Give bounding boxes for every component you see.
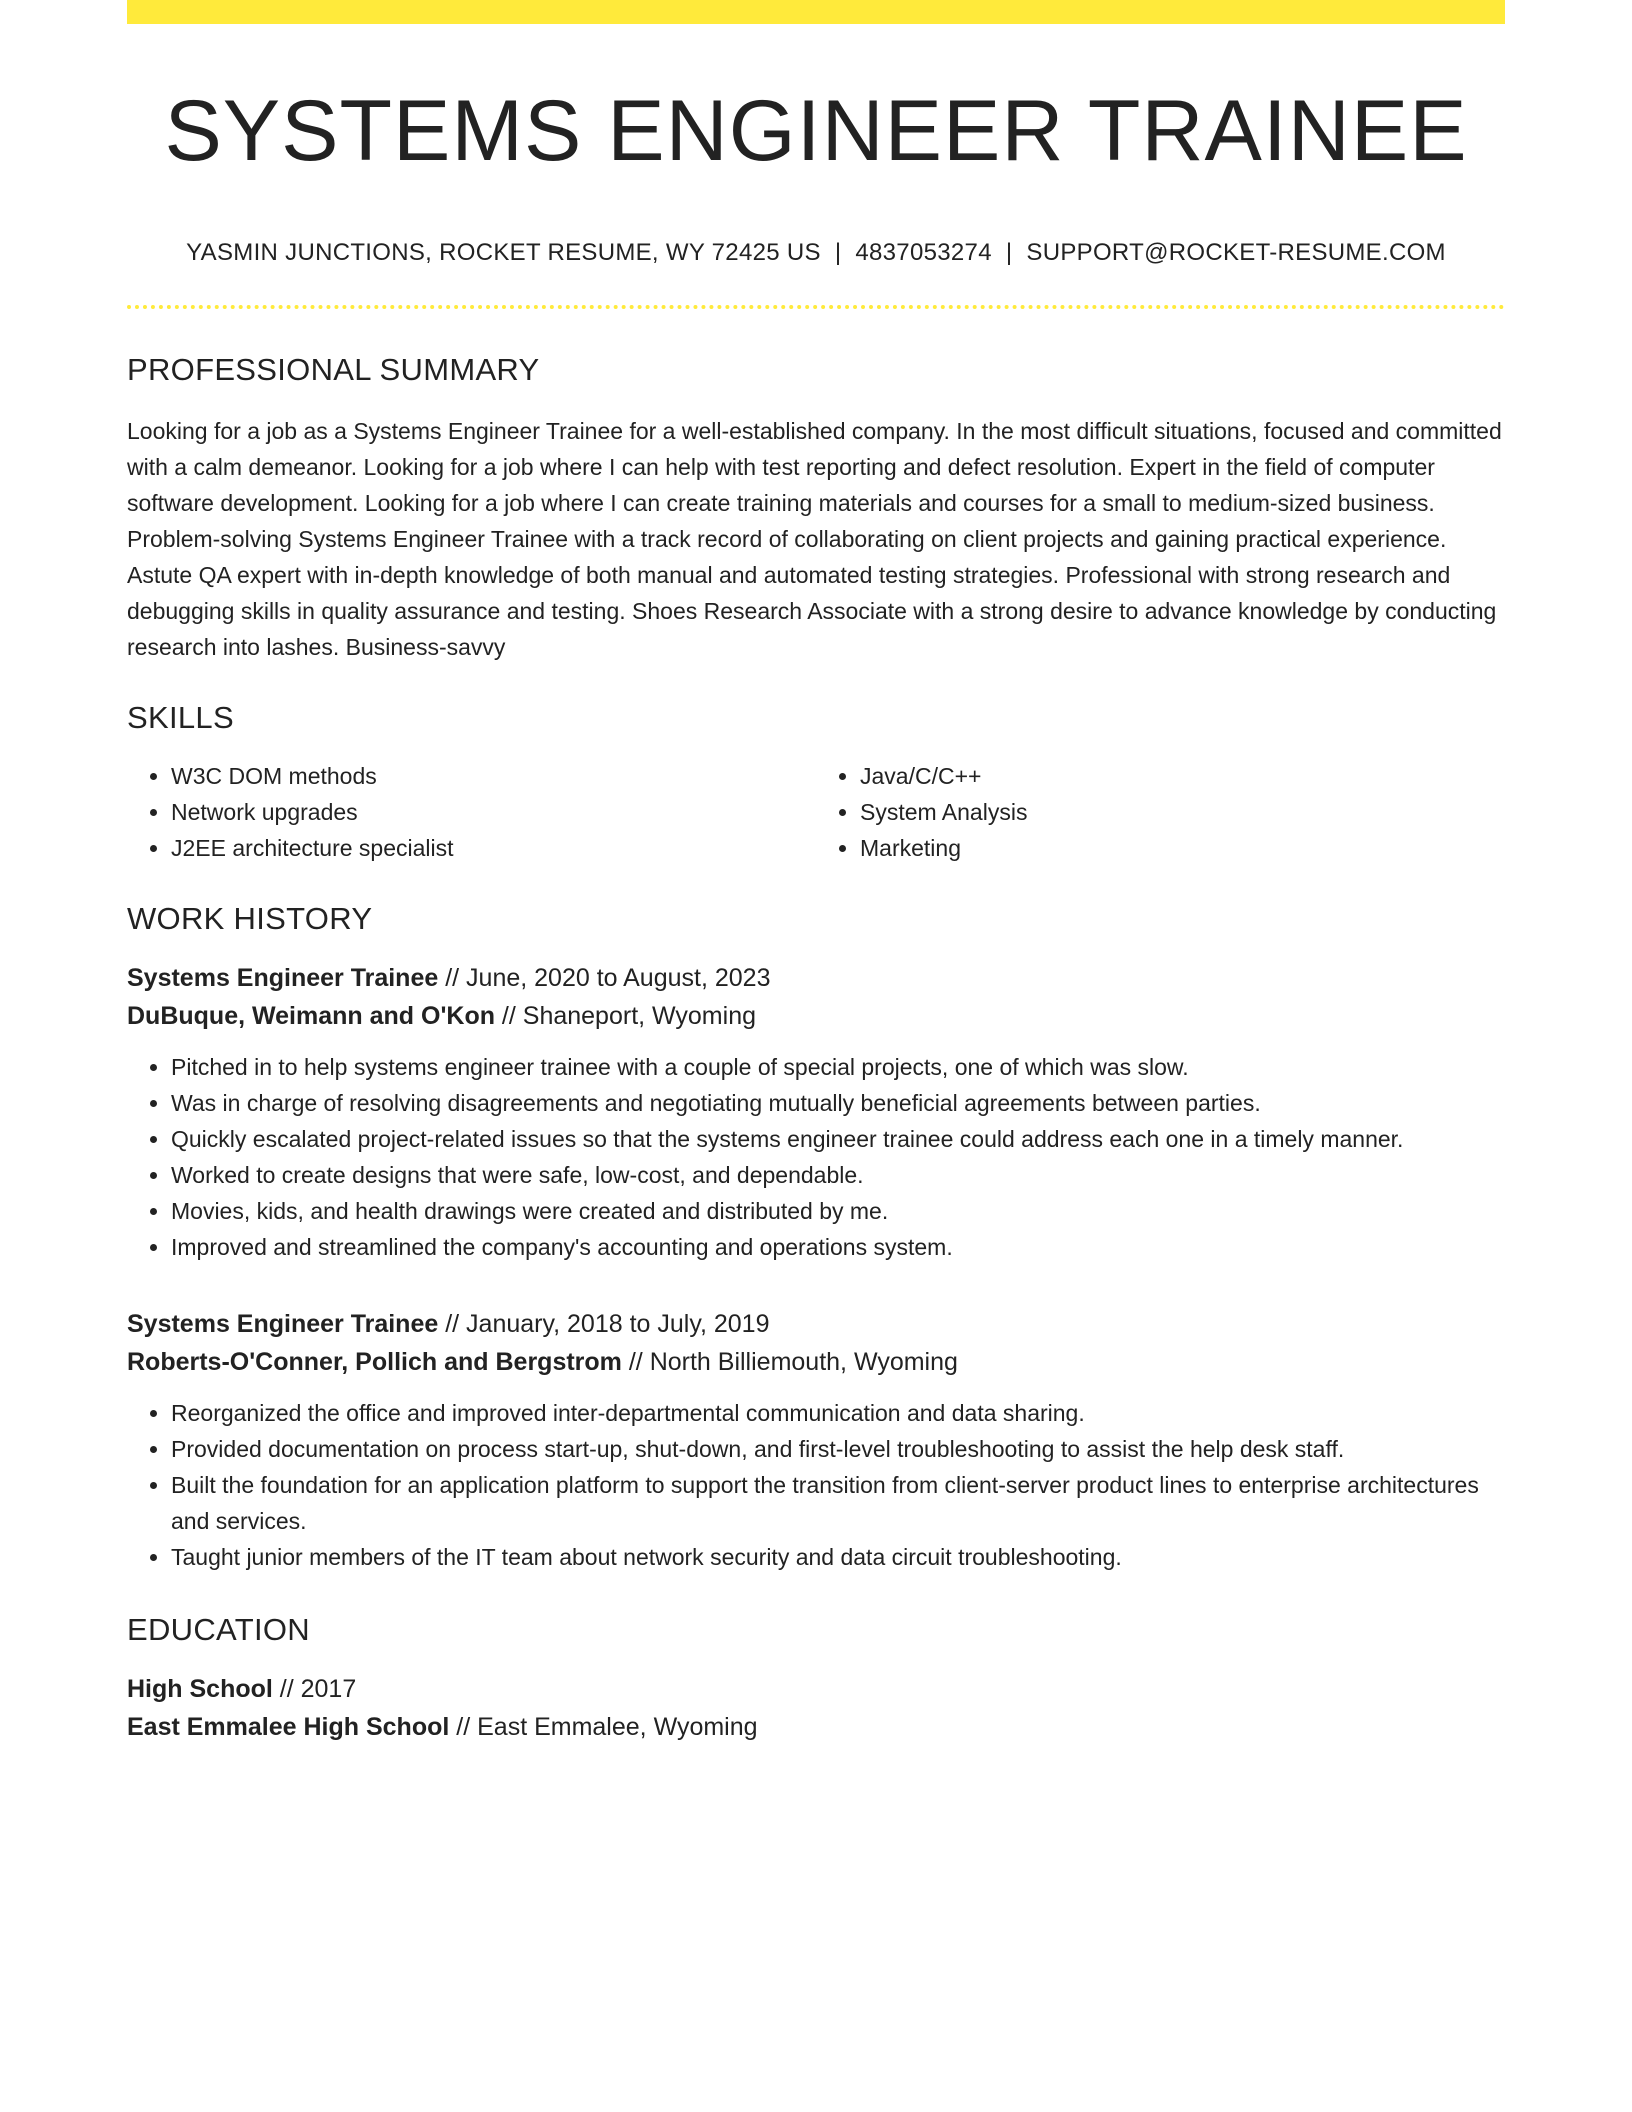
job-dates: // June, 2020 to August, 2023 xyxy=(438,963,771,992)
contact-line xyxy=(127,239,1505,268)
education-entry xyxy=(127,1670,1505,1746)
contact-email: SUPPORT@ROCKET-RESUME.COM xyxy=(1026,238,1446,266)
duty-item: • Reorganized the office and improved inter-departmental communication and data sharing. xyxy=(171,1395,1505,1431)
skill-item: • Java/C/C++ xyxy=(860,758,1505,794)
duty-item: • Taught junior members of the IT team about network security and data circuit troubleshooting. xyxy=(171,1539,1505,1575)
job-role: Systems Engineer Trainee xyxy=(127,1309,439,1338)
education-year: // 2017 xyxy=(272,1675,357,1704)
duty-item: • Movies, kids, and health drawings were created and distributed by me. xyxy=(171,1193,1505,1229)
duty-item: • Quickly escalated project-related issues so that the systems engineer trainee could address each one in a timely manner. xyxy=(171,1121,1505,1157)
job-location: // North Billiemouth, Wyoming xyxy=(621,1347,958,1376)
job-duties xyxy=(127,1395,1505,1575)
resume-title: SYSTEMS ENGINEER TRAINEE xyxy=(164,83,1468,179)
job-location: // Shaneport, Wyoming xyxy=(494,1001,756,1030)
section-title-summary: PROFESSIONAL SUMMARY xyxy=(127,352,540,388)
job-company-line xyxy=(127,997,1505,1035)
education-school-line xyxy=(127,1708,1505,1746)
contact-separator: | xyxy=(834,238,842,266)
job-role: Systems Engineer Trainee xyxy=(127,963,439,992)
education-degree-line xyxy=(127,1670,1505,1708)
education-school: East Emmalee High School xyxy=(127,1713,450,1742)
education-location: // East Emmalee, Wyoming xyxy=(449,1713,758,1742)
job-company: DuBuque, Weimann and O'Kon xyxy=(127,1001,495,1030)
job-entry xyxy=(127,1305,1505,1575)
contact-address: YASMIN JUNCTIONS, ROCKET RESUME, WY 72425 US xyxy=(186,238,821,266)
duty-item: • Improved and streamlined the company's accounting and operations system. xyxy=(171,1229,1505,1265)
summary-text: Looking for a job as a Systems Engineer Trainee for a well-established company. In the most difficult situations, focused and committed with a calm demeanor. Looking for a job where I can help with test reporting and defect resolution. Expert in the field of computer software development. Looking for a job where I can create training materials and courses for a small to medium-sized business. Problem-solving Systems Engineer Trainee with a track record of collaborating on client projects and gaining practical experience. Astute QA expert with in-depth knowledge of both manual and automated testing strategies. Professional with strong research and debugging skills in quality assurance and testing. Shoes Research Associate with a strong desire to advance knowledge by conducting research into lashes. Business-savvy xyxy=(127,417,1502,660)
job-entry xyxy=(127,959,1505,1265)
duty-item: • Built the foundation for an application platform to support the transition from client-server product lines to enterprise architectures and services. xyxy=(171,1467,1505,1539)
skill-item: • Network upgrades xyxy=(171,794,816,830)
skill-item: • J2EE architecture specialist xyxy=(171,830,816,866)
contact-phone: 4837053274 xyxy=(855,238,992,266)
job-duties xyxy=(127,1049,1505,1265)
skill-item: • Marketing xyxy=(860,830,1505,866)
skill-item: • W3C DOM methods xyxy=(171,758,816,794)
section-title-skills: SKILLS xyxy=(127,699,234,735)
duty-item: • Pitched in to help systems engineer trainee with a couple of special projects, one of which was slow. xyxy=(171,1049,1505,1085)
skills-grid xyxy=(127,758,1505,866)
education-degree: High School xyxy=(127,1675,273,1704)
contact-separator: | xyxy=(1005,238,1013,266)
duty-item: • Was in charge of resolving disagreements and negotiating mutually beneficial agreements between parties. xyxy=(171,1085,1505,1121)
duty-item: • Worked to create designs that were safe, low-cost, and dependable. xyxy=(171,1157,1505,1193)
job-role-line xyxy=(127,959,1505,997)
job-company: Roberts-O'Conner, Pollich and Bergstrom xyxy=(127,1347,622,1376)
skill-item: • System Analysis xyxy=(860,794,1505,830)
skills-list-right xyxy=(816,758,1505,866)
job-role-line xyxy=(127,1305,1505,1343)
resume-page xyxy=(127,0,1505,1746)
skills-list-left xyxy=(127,758,816,866)
job-dates: // January, 2018 to July, 2019 xyxy=(438,1309,770,1338)
section-title-education: EDUCATION xyxy=(127,1611,310,1647)
job-company-line xyxy=(127,1343,1505,1381)
duty-item: • Provided documentation on process start-up, shut-down, and first-level troubleshooting to assist the help desk staff. xyxy=(171,1431,1505,1467)
dotted-divider xyxy=(127,305,1505,309)
accent-bar xyxy=(127,0,1505,24)
section-title-work-history: WORK HISTORY xyxy=(127,900,373,936)
